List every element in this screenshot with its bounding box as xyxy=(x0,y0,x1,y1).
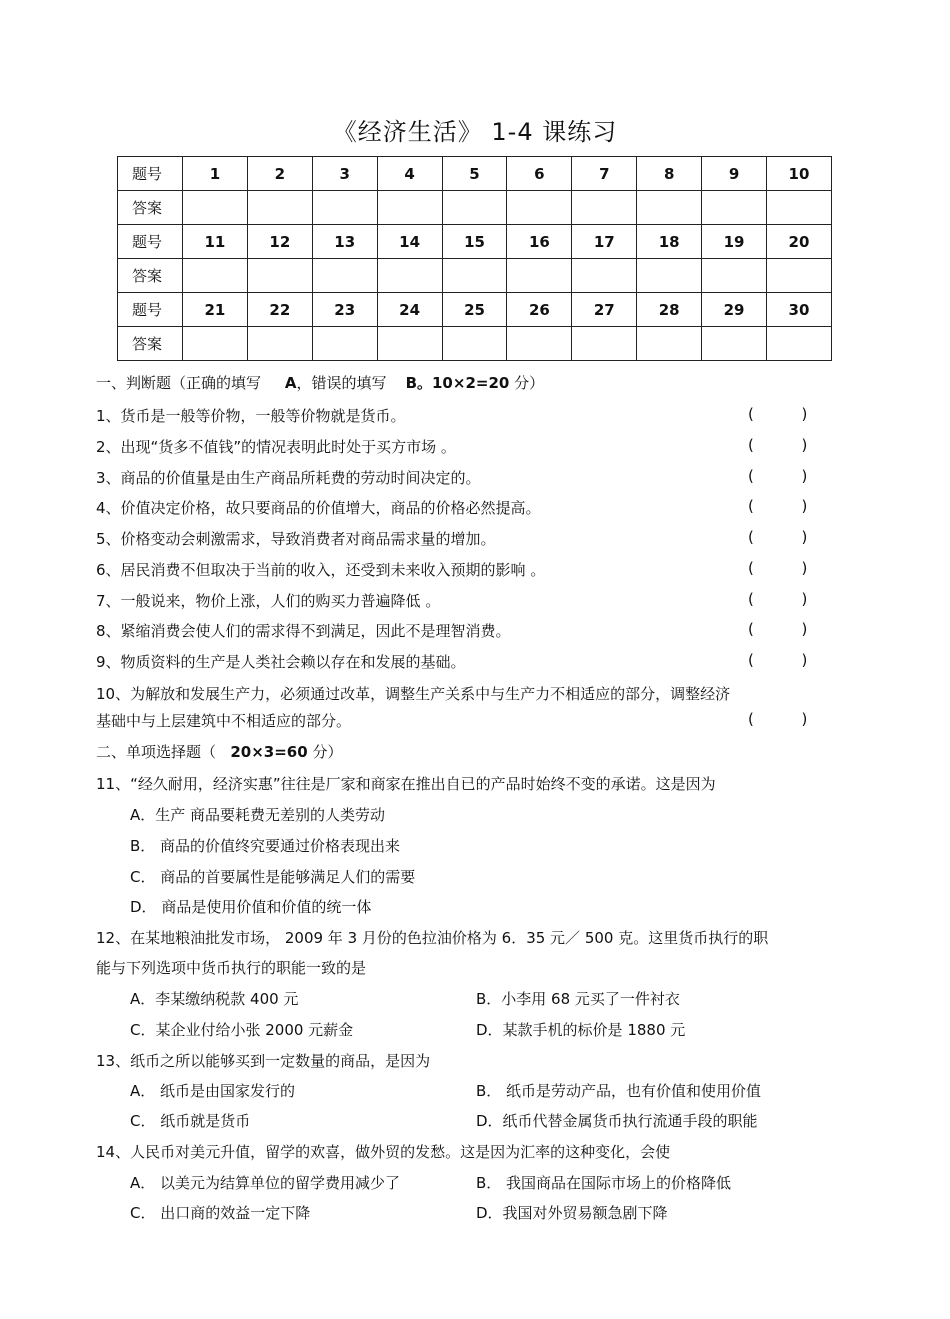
grid-question-number: 14 xyxy=(377,225,442,259)
grid-question-number: 13 xyxy=(312,225,377,259)
grid-question-number: 5 xyxy=(442,157,507,191)
grid-answer-cell[interactable] xyxy=(183,259,248,293)
grid-question-number: 3 xyxy=(312,157,377,191)
grid-answer-cell[interactable] xyxy=(767,259,832,293)
q14-option-c: C． 出口商的效益一定下降 xyxy=(130,1204,311,1222)
grid-question-number: 20 xyxy=(767,225,832,259)
tf-item: 9、物质资料的生产是人类社会赖以存在和发展的基础。 xyxy=(96,653,466,671)
grid-label-question: 题号 xyxy=(118,293,183,327)
grid-answer-cell[interactable] xyxy=(183,327,248,361)
grid-question-number: 1 xyxy=(183,157,248,191)
q14-stem: 14、人民币对美元升值，留学的欢喜，做外贸的发愁。这是因为汇率的这种变化，会使 xyxy=(96,1143,671,1161)
q11-option-b: B． 商品的价值终究要通过价格表现出来 xyxy=(130,837,401,855)
q14-option-a: A． 以美元为结算单位的留学费用减少了 xyxy=(130,1174,401,1192)
grid-question-number: 26 xyxy=(507,293,572,327)
tf-item: 4、价值决定价格，故只要商品的价值增大，商品的价格必然提高。 xyxy=(96,499,541,517)
answer-blank[interactable]: ( ) xyxy=(748,497,808,515)
grid-question-number: 23 xyxy=(312,293,377,327)
grid-question-number: 10 xyxy=(767,157,832,191)
section2-heading: 二、单项选择题（ 20×3=60 分） xyxy=(96,743,343,761)
grid-label-answer: 答案 xyxy=(118,259,183,293)
grid-question-number: 22 xyxy=(247,293,312,327)
q11-stem: 11、“经久耐用，经济实惠”往往是厂家和商家在推出自已的产品时始终不变的承诺。这是因为 xyxy=(96,775,716,793)
grid-answer-cell[interactable] xyxy=(442,327,507,361)
q12-option-a: A．李某缴纳税款 400 元 xyxy=(130,990,299,1008)
grid-answer-cell[interactable] xyxy=(507,327,572,361)
grid-question-number: 30 xyxy=(767,293,832,327)
grid-answer-cell[interactable] xyxy=(702,327,767,361)
tf-item: 1、货币是一般等价物，一般等价物就是货币。 xyxy=(96,407,406,425)
answer-grid xyxy=(117,156,832,361)
q12-option-c: C．某企业付给小张 2000 元薪金 xyxy=(130,1021,354,1039)
grid-label-question: 题号 xyxy=(118,157,183,191)
tf-item: 8、紧缩消费会使人们的需求得不到满足，因此不是理智消费。 xyxy=(96,622,511,640)
grid-question-number: 8 xyxy=(637,157,702,191)
grid-answer-cell[interactable] xyxy=(507,259,572,293)
q14-option-d: D．我国对外贸易额急剧下降 xyxy=(476,1204,668,1222)
grid-question-number: 24 xyxy=(377,293,442,327)
grid-answer-cell[interactable] xyxy=(507,191,572,225)
grid-question-number: 29 xyxy=(702,293,767,327)
grid-answer-cell[interactable] xyxy=(377,259,442,293)
grid-answer-cell[interactable] xyxy=(637,259,702,293)
grid-answer-cell[interactable] xyxy=(312,327,377,361)
grid-question-row xyxy=(118,225,832,259)
grid-question-number: 17 xyxy=(572,225,637,259)
grid-answer-cell[interactable] xyxy=(702,259,767,293)
grid-answer-cell[interactable] xyxy=(183,191,248,225)
grid-question-number: 27 xyxy=(572,293,637,327)
tf-item-10-line2: 基础中与上层建筑中不相适应的部分。 xyxy=(96,712,352,730)
grid-answer-cell[interactable] xyxy=(702,191,767,225)
answer-blank[interactable]: ( ) xyxy=(748,405,808,423)
tf-item-10-line1: 10、为解放和发展生产力，必须通过改革，调整生产关系中与生产力不相适应的部分，调整经济 xyxy=(96,685,731,703)
answer-blank[interactable]: ( ) xyxy=(748,559,808,577)
grid-answer-cell[interactable] xyxy=(247,191,312,225)
answer-blank[interactable]: ( ) xyxy=(748,528,808,546)
grid-answer-cell[interactable] xyxy=(767,191,832,225)
q11-option-c: C． 商品的首要属性是能够满足人们的需要 xyxy=(130,868,416,886)
q11-option-a: A．生产 商品要耗费无差别的人类劳动 xyxy=(130,806,386,824)
answer-blank[interactable]: ( ) xyxy=(748,620,808,638)
grid-answer-cell[interactable] xyxy=(572,191,637,225)
tf-item: 6、居民消费不但取决于当前的收入，还受到未来收入预期的影响 。 xyxy=(96,561,546,579)
section1-heading: 一、判断题（正确的填写 A，错误的填写 B。10×2=20 分） xyxy=(96,374,545,392)
q13-option-b: B． 纸币是劳动产品，也有价值和使用价值 xyxy=(476,1082,762,1100)
grid-question-number: 9 xyxy=(702,157,767,191)
page-title: 《经济生活》 1-4 课练习 xyxy=(332,118,618,146)
grid-answer-cell[interactable] xyxy=(572,327,637,361)
tf-item: 5、价格变动会刺激需求，导致消费者对商品需求量的增加。 xyxy=(96,530,496,548)
grid-answer-cell[interactable] xyxy=(767,327,832,361)
grid-question-number: 4 xyxy=(377,157,442,191)
grid-answer-cell[interactable] xyxy=(247,327,312,361)
tf-item: 7、一般说来，物价上涨，人们的购买力普遍降低 。 xyxy=(96,592,441,610)
grid-answer-cell[interactable] xyxy=(637,191,702,225)
grid-question-number: 16 xyxy=(507,225,572,259)
grid-question-number: 15 xyxy=(442,225,507,259)
q12-option-b: B．小李用 68 元买了一件衬衣 xyxy=(476,990,680,1008)
grid-label-answer: 答案 xyxy=(118,327,183,361)
grid-answer-cell[interactable] xyxy=(442,191,507,225)
grid-question-number: 18 xyxy=(637,225,702,259)
grid-question-number: 21 xyxy=(183,293,248,327)
grid-question-row xyxy=(118,157,832,191)
q11-option-d: D． 商品是使用价值和价值的统一体 xyxy=(130,898,372,916)
q13-stem: 13、纸币之所以能够买到一定数量的商品，是因为 xyxy=(96,1052,431,1070)
grid-question-number: 12 xyxy=(247,225,312,259)
q13-option-c: C． 纸币就是货币 xyxy=(130,1112,251,1130)
grid-answer-row xyxy=(118,259,832,293)
tf-item: 2、出现“货多不值钱”的情况表明此时处于买方市场 。 xyxy=(96,438,456,456)
q13-option-d: D．纸币代替金属货币执行流通手段的职能 xyxy=(476,1112,758,1130)
answer-blank[interactable]: ( ) xyxy=(748,651,808,669)
grid-answer-cell[interactable] xyxy=(442,259,507,293)
grid-question-number: 7 xyxy=(572,157,637,191)
q12-stem-line1: 12、在某地粮油批发市场， 2009 年 3 月份的色拉油价格为 6．35 元／ 500 克。这里货币执行的职 xyxy=(96,929,769,947)
q12-option-d: D．某款手机的标价是 1880 元 xyxy=(476,1021,686,1039)
grid-question-number: 28 xyxy=(637,293,702,327)
grid-question-number: 25 xyxy=(442,293,507,327)
grid-answer-cell[interactable] xyxy=(572,259,637,293)
q13-option-a: A． 纸币是由国家发行的 xyxy=(130,1082,296,1100)
q12-stem-line2: 能与下列选项中货币执行的职能一致的是 xyxy=(96,959,367,977)
answer-blank[interactable]: ( ) xyxy=(748,467,808,485)
grid-answer-cell[interactable] xyxy=(312,259,377,293)
answer-blank[interactable]: ( ) xyxy=(748,590,808,608)
grid-question-number: 11 xyxy=(183,225,248,259)
grid-answer-cell[interactable] xyxy=(637,327,702,361)
grid-question-number: 2 xyxy=(247,157,312,191)
grid-answer-cell[interactable] xyxy=(377,327,442,361)
grid-answer-cell[interactable] xyxy=(377,191,442,225)
q14-option-b: B． 我国商品在国际市场上的价格降低 xyxy=(476,1174,732,1192)
grid-question-number: 6 xyxy=(507,157,572,191)
grid-answer-row xyxy=(118,191,832,225)
answer-blank[interactable]: ( ) xyxy=(748,710,808,728)
grid-question-number: 19 xyxy=(702,225,767,259)
grid-label-answer: 答案 xyxy=(118,191,183,225)
grid-label-question: 题号 xyxy=(118,225,183,259)
grid-answer-cell[interactable] xyxy=(247,259,312,293)
grid-answer-row xyxy=(118,327,832,361)
grid-question-row xyxy=(118,293,832,327)
tf-item: 3、商品的价值量是由生产商品所耗费的劳动时间决定的。 xyxy=(96,469,481,487)
answer-blank[interactable]: ( ) xyxy=(748,436,808,454)
grid-answer-cell[interactable] xyxy=(312,191,377,225)
